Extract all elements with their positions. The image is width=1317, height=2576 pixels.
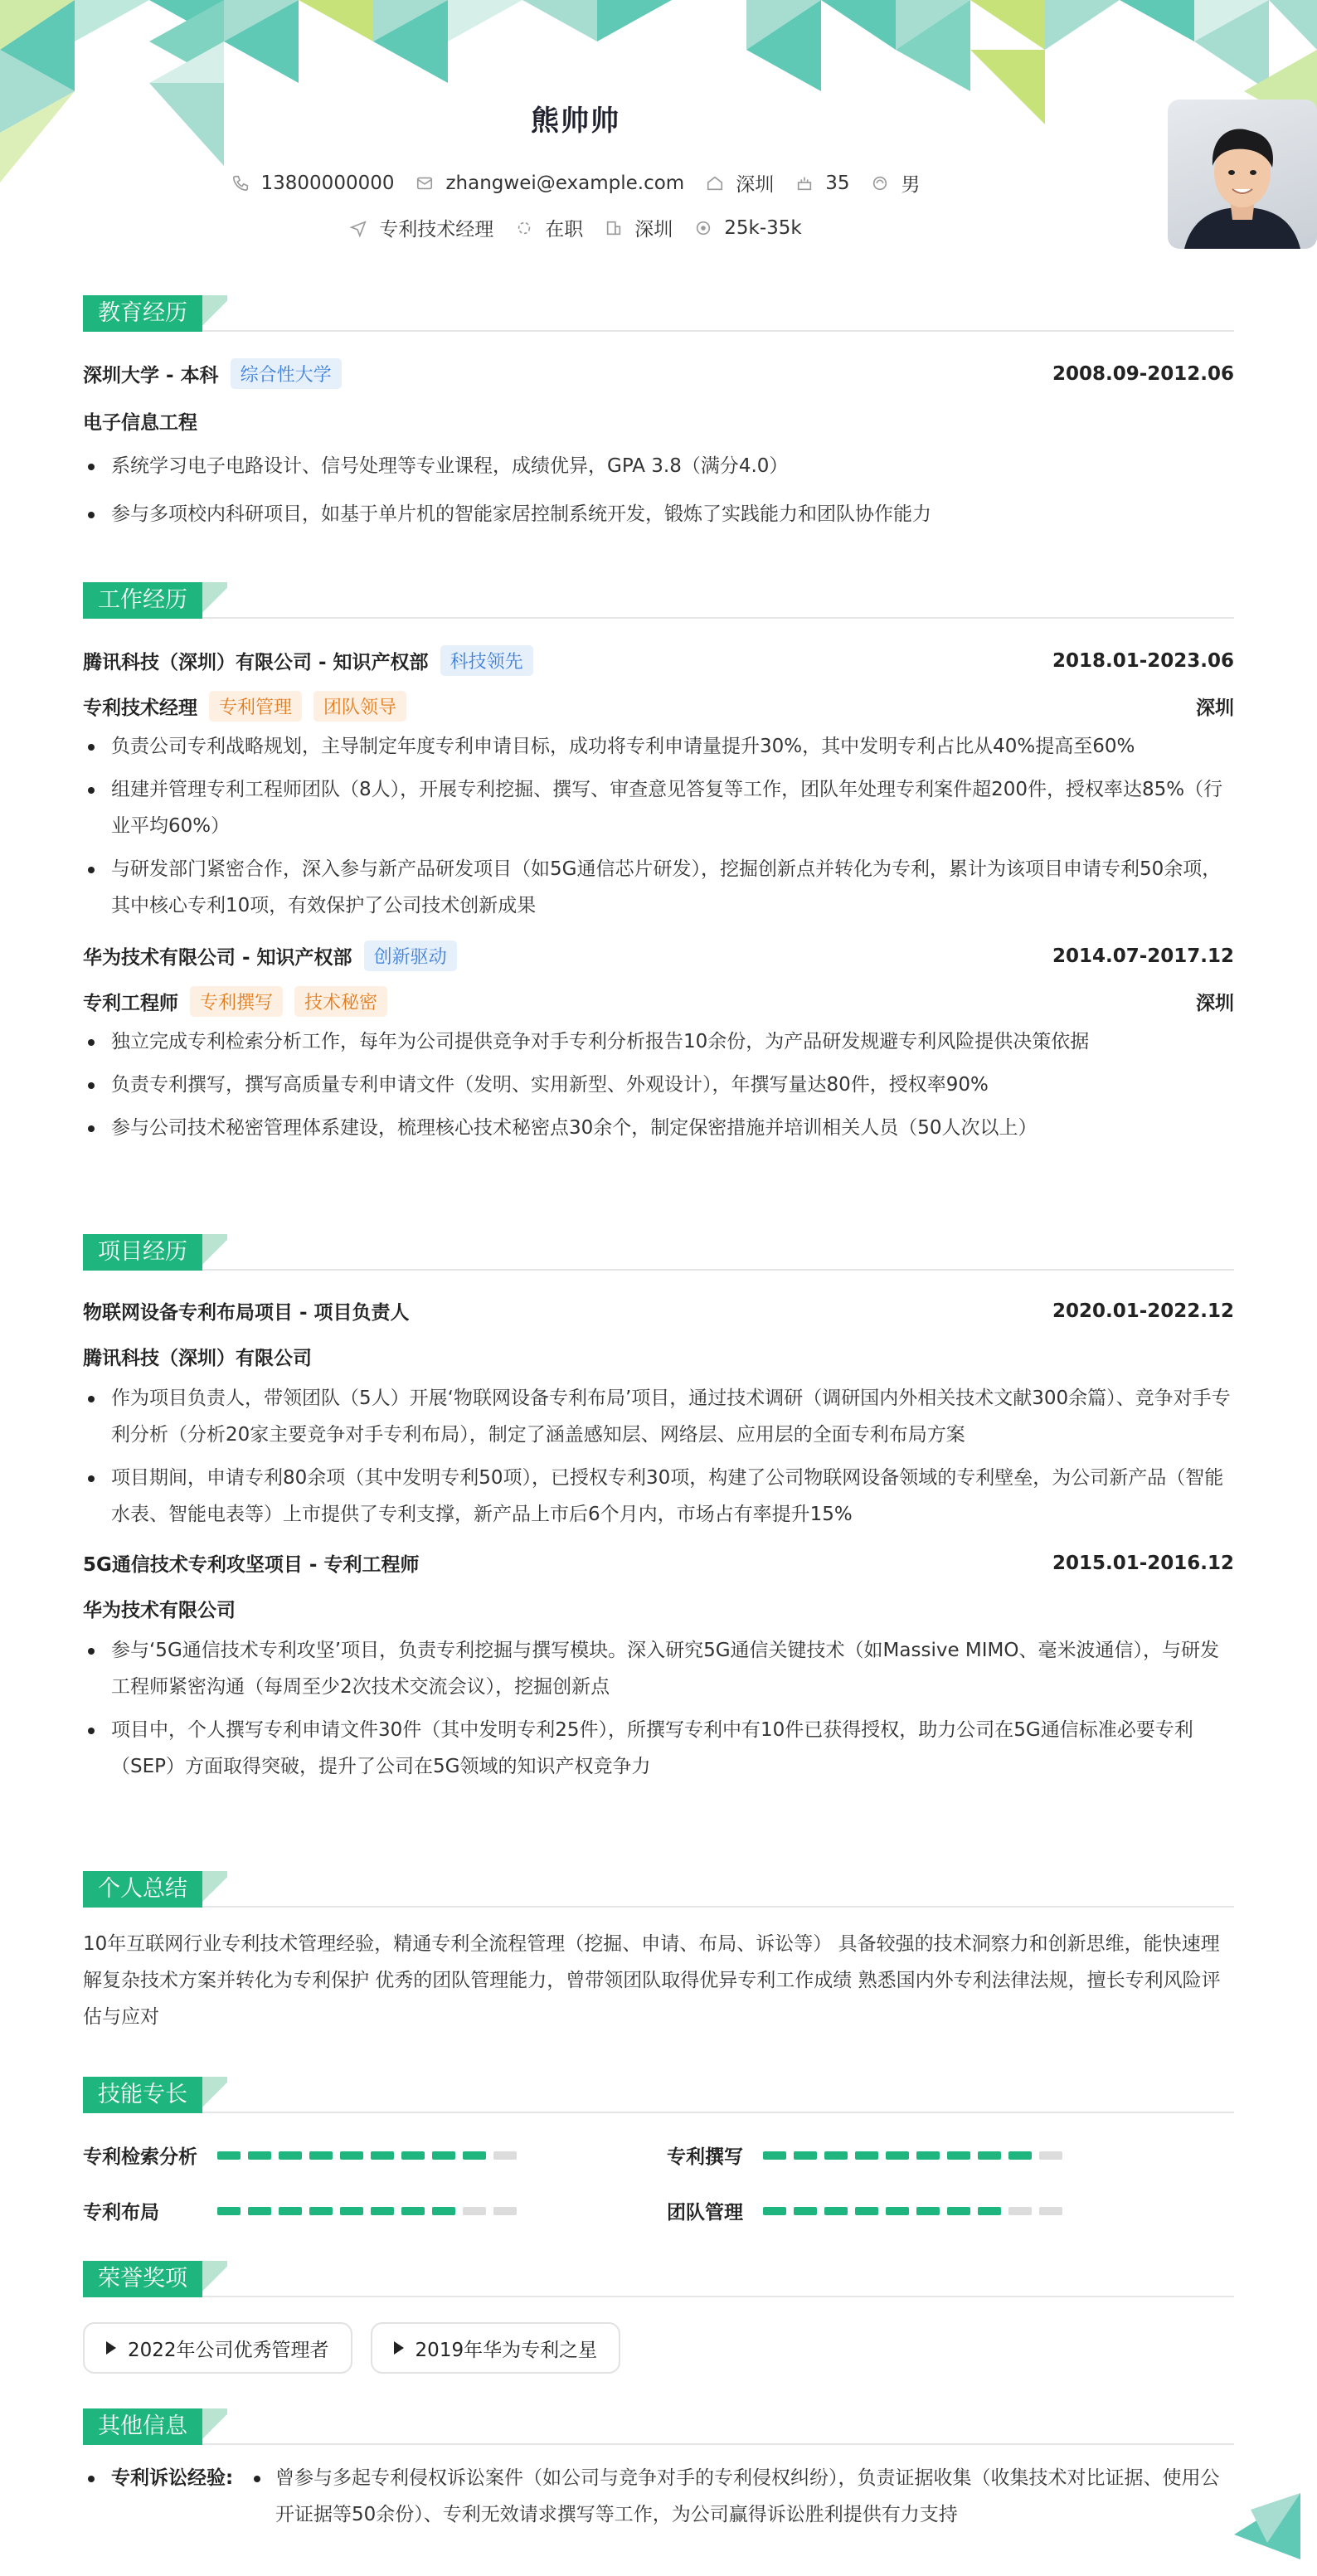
refresh-icon [515,219,533,237]
skill-segment [794,2151,817,2160]
candidate-name: 熊帅帅 [531,104,620,138]
job-bullets [83,728,1234,924]
other-text: 曾参与多起专利侵权诉讼案件（如公司与竞争对手的专利侵权纠纷），负责证据收集（收集技术对比证据、使用公开证据等50余份）、专利无效请求撰写等工作，为公司赢得诉讼胜利提供有力支持 [245,2460,1234,2533]
skill-segment [978,2207,1001,2215]
project-company-row [83,1343,1234,1370]
list-item: 与研发部门紧密合作，深入参与新产品研发项目（如5G通信芯片研发），挖掘创新点并转化为专利，累计为该项目申请专利50余项，其中核心专利10项，有效保护了公司技术创新成果 [83,851,1234,924]
list-item: 参与‘5G通信技术专利攻坚’项目，负责专利挖掘与撰写模块。深入研究5G通信关键技术（如Massive MIMO、毫米波通信），与研发工程师紧密沟通（每周至少2次技术交流会议），挖掘创新点 [83,1632,1234,1705]
skill-item [83,2197,667,2224]
school-name: 深圳大学 - 本科 [83,365,219,386]
role-tag: 专利撰写 [190,986,283,1017]
title-accent [202,2408,227,2445]
intent-row [0,214,1151,241]
skill-segment [1008,2207,1032,2215]
skill-segment [763,2207,786,2215]
project-header [83,1297,1234,1324]
skill-segment [855,2207,878,2215]
skill-name: 专利撰写 [667,2146,743,2168]
title-accent [202,295,227,332]
age-info [795,173,849,194]
skill-segment [463,2151,486,2160]
skill-segment [279,2207,302,2215]
job-bullets [83,1023,1234,1146]
section-label: 项目经历 [83,1234,202,1271]
triangle-icon [106,2341,116,2355]
skill-segment [1008,2151,1032,2160]
skill-level-bar [217,2151,517,2160]
education-bullets [83,448,1234,532]
role-title: 专利工程师 [83,993,178,1014]
job-target-info [349,214,493,241]
section-label: 技能专长 [83,2077,202,2113]
phone-icon [231,174,250,192]
salary-info [694,217,801,239]
job-period: 2018.01-2023.06 [1052,649,1234,672]
skill-segment [886,2207,909,2215]
list-item: 参与公司技术秘密管理体系建设，梳理核心技术秘密点30余个，制定保密措施并培训相关人员（50人次以上） [83,1110,1234,1146]
skill-segment [1039,2151,1062,2160]
education-title [83,295,1234,332]
job-period: 2014.07-2017.12 [1052,945,1234,967]
project-title: 5G通信技术专利攻坚项目 - 专利工程师 [83,1554,420,1576]
section-label: 个人总结 [83,1871,202,1908]
project-bullets [83,1380,1234,1533]
skill-segment [217,2151,241,2160]
other-title [83,2408,1234,2445]
project-bullets [83,1632,1234,1785]
other-label: 专利诉讼经验: [83,2460,245,2533]
skill-segment [493,2151,517,2160]
age-text: 35 [825,172,850,194]
skill-name: 团队管理 [667,2202,743,2224]
company-name: 华为技术有限公司 - 知识产权部 [83,947,352,969]
triangle-icon [394,2341,404,2355]
skill-level-bar [217,2207,517,2215]
skill-segment [947,2151,970,2160]
section-label: 荣誉奖项 [83,2261,202,2297]
company-tag: 创新驱动 [364,940,457,971]
list-item: 作为项目负责人，带领团队（5人）开展‘物联网设备专利布局’项目，通过技术调研（调研国内外相关技术文献300余篇）、竞争对手专利分析（分析20家主要竞争对手专利布局），制定了涵盖感知层、网络层、应用层的全面专利布局方案 [83,1380,1234,1453]
skill-segment [401,2207,425,2215]
skill-item [667,2197,1234,2224]
project-title: 物联网设备专利布局项目 - 项目负责人 [83,1302,410,1324]
skill-segment [432,2207,455,2215]
target-city-text: 深圳 [634,219,673,241]
skill-segment [947,2207,970,2215]
list-item: 负责公司专利战略规划，主导制定年度专利申请目标，成功将专利申请量提升30%，其中发明专利占比从40%提高至60% [83,728,1234,765]
job-city: 深圳 [1196,993,1234,1014]
job-target-text: 专利技术经理 [379,219,494,241]
list-item: 组建并管理专利工程师团队（8人），开展专利挖掘、撰写、审查意见答复等工作，团队年处理专利案件超200件，授权率达85%（行业平均60%） [83,771,1234,844]
company-name: 腾讯科技（深圳）有限公司 - 知识产权部 [83,652,429,673]
list-item: 项目期间，申请专利80余项（其中发明专利50项），已授权专利30项，构建了公司物联网设备领域的专利壁垒，为公司新产品（智能水表、智能电表等）上市提供了专利支撑，新产品上市后6个月内，市场占有率提升15% [83,1460,1234,1533]
email-text: zhangwei@example.com [445,172,685,194]
title-accent [202,1234,227,1271]
target-city-info [605,214,673,241]
education-section [83,295,1234,532]
project-period: 2015.01-2016.12 [1052,1552,1234,1574]
skill-segment [855,2151,878,2160]
role-row [83,986,1234,1017]
cake-icon [795,174,814,192]
skill-segment [794,2207,817,2215]
awards-section [83,2261,1234,2374]
award-text: 2022年公司优秀管理者 [128,2339,329,2361]
skill-segment [763,2151,786,2160]
skill-segment [309,2207,333,2215]
title-accent [202,2261,227,2297]
job-header [83,940,1234,971]
summary-title [83,1871,1234,1908]
avatar-photo [1168,100,1317,249]
skill-segment [824,2207,848,2215]
skill-segment [217,2207,241,2215]
other-section [83,2408,1234,2533]
send-icon [349,219,367,237]
work-section [83,582,1234,1146]
skill-name: 专利布局 [83,2202,159,2224]
skill-segment [886,2151,909,2160]
list-item: 独立完成专利检索分析工作，每年为公司提供竞争对手专利分析报告10余份，为产品研发规避专利风险提供决策依据 [83,1023,1234,1060]
project-company: 华为技术有限公司 [83,1600,236,1621]
skill-segment [340,2207,363,2215]
phone-info [231,173,395,194]
skill-segment [463,2207,486,2215]
projects-section [83,1234,1234,1785]
skills-grid [83,2141,1234,2224]
skill-segment [916,2151,940,2160]
email-info [416,173,684,194]
award-chip [83,2322,352,2374]
major: 电子信息工程 [83,412,197,434]
skills-section [83,2077,1234,2224]
gender-info [871,169,920,197]
skill-segment [371,2151,394,2160]
skill-segment [279,2151,302,2160]
gender-text: 男 [901,174,921,196]
award-chip [371,2322,621,2374]
awards-list [83,2322,1234,2374]
skill-segment [824,2151,848,2160]
gender-icon [871,174,889,192]
home-icon [706,174,724,192]
award-text: 2019年华为专利之星 [415,2339,598,2361]
list-item: 项目中，个人撰写专利申请文件30件（其中发明专利25件），所撰写专利中有10件已获得授权，助力公司在5G通信标准必要专利（SEP）方面取得突破，提升了公司在5G领域的知识产权竞争力 [83,1712,1234,1785]
summary-section [83,1871,1234,2035]
work-title [83,582,1234,619]
section-label: 其他信息 [83,2408,202,2445]
project-company-row [83,1595,1234,1622]
skill-segment [1039,2207,1062,2215]
mail-icon [416,174,434,192]
list-item: 系统学习电子电路设计、信号处理等专业课程，成绩优异，GPA 3.8（满分4.0） [83,448,1234,484]
summary-text: 10年互联网行业专利技术管理经验，精通专利全流程管理（挖掘、申请、布局、诉讼等） 具备较强的技术洞察力和创新思维，能快速理解复杂技术方案并转化为专利保护 优秀的团队管理能力，曾带领团队取得优异专利工作成绩 熟悉国内外专利法律法规，擅长专利风险评估与应对 [83,1933,1221,2028]
role-title: 专利技术经理 [83,697,197,719]
education-period: 2008.09-2012.06 [1052,362,1234,385]
role-tag: 专利管理 [209,691,302,722]
skill-level-bar [763,2151,1062,2160]
skill-item [83,2141,667,2169]
skill-segment [340,2151,363,2160]
salary-text: 25k-35k [724,216,802,239]
list-item: 参与多项校内科研项目，如基于单片机的智能家居控制系统开发，锻炼了实践能力和团队协作能力 [83,496,1234,532]
status-info [515,214,583,241]
skill-segment [248,2151,271,2160]
skill-segment [248,2207,271,2215]
skill-segment [978,2151,1001,2160]
skills-title [83,2077,1234,2113]
company-tag: 科技领先 [440,645,533,676]
school-tag: 综合性大学 [231,358,342,389]
job-header [83,645,1234,676]
section-label: 工作经历 [83,582,202,619]
avatar [1168,100,1317,249]
city-text: 深圳 [736,174,775,196]
title-accent [202,2077,227,2113]
major-row [83,407,1234,435]
project-company: 腾讯科技（深圳）有限公司 [83,1348,312,1369]
skill-segment [493,2207,517,2215]
coin-icon [694,219,712,237]
role-tag: 技术秘密 [294,986,387,1017]
city-info [706,169,774,197]
phone-text: 13800000000 [260,172,395,194]
status-text: 在职 [545,219,584,241]
header-decoration [0,0,1317,191]
job-city: 深圳 [1196,697,1234,719]
project-header [83,1549,1234,1577]
skill-segment [401,2151,425,2160]
skill-item [667,2141,1234,2169]
contact-row [0,169,1151,197]
title-accent [202,582,227,619]
role-tag: 团队领导 [313,691,406,722]
skill-segment [309,2151,333,2160]
education-header [83,358,1234,389]
skill-name: 专利检索分析 [83,2146,197,2168]
corner-decoration [1234,2493,1300,2559]
role-row [83,691,1234,722]
awards-title [83,2261,1234,2297]
skill-segment [371,2207,394,2215]
skill-segment [916,2207,940,2215]
other-item [83,2460,1234,2533]
projects-title [83,1234,1234,1271]
section-label: 教育经历 [83,295,202,332]
title-accent [202,1871,227,1908]
list-item: 负责专利撰写，撰写高质量专利申请文件（发明、实用新型、外观设计），年撰写量达80件，授权率90% [83,1067,1234,1103]
building-icon [605,219,623,237]
skill-level-bar [763,2207,1062,2215]
skill-segment [432,2151,455,2160]
project-period: 2020.01-2022.12 [1052,1300,1234,1322]
